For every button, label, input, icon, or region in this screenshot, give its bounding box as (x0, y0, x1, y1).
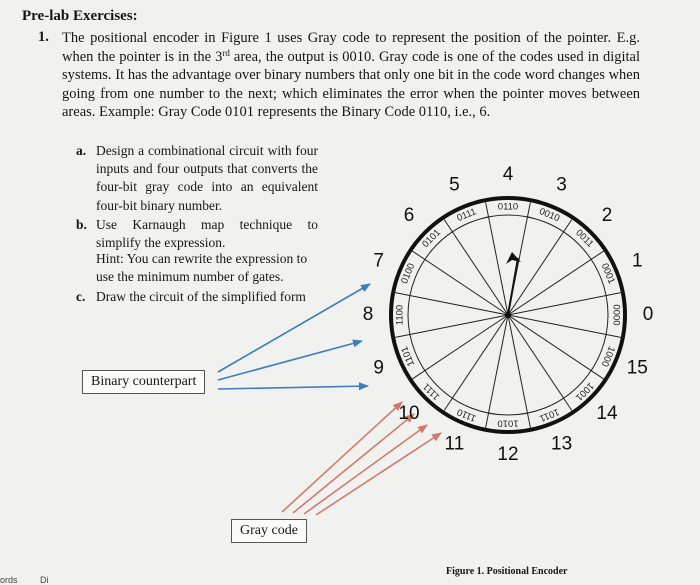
subitem-a-text: Design a combinational circuit with four inputs and four outputs that converts the four-bit gray code into an equivalent four-bit binary number. (96, 143, 318, 213)
position-number-label: 11 (444, 433, 465, 455)
subitem-c-letter: c. (76, 289, 86, 304)
red-arrow-3 (304, 425, 427, 514)
blue-arrow-3 (218, 386, 368, 389)
gray-code-label: Gray code (231, 519, 307, 543)
figure-caption: Figure 1. Positional Encoder (446, 566, 568, 577)
position-number-label: 2 (601, 205, 613, 227)
position-number-label: 5 (449, 174, 460, 196)
segment-code-label: 0101 (420, 227, 443, 250)
position-number-label: 14 (596, 403, 618, 425)
subitem-a-letter: a. (76, 143, 87, 158)
question-text-part2: area, the output is 0010. Gray code is one of the codes used in digital systems. It has the advantage over binary numbers that only one bit in the code word changes when going from one number to the next; which eliminates the error when the pointer moves between areas. Example: Gray Code 0101 represents the Binary Code 0110, i.e., 6. (62, 48, 640, 120)
blue-arrow-2 (218, 341, 362, 380)
bottom-fragment-1: ords (0, 575, 18, 585)
wheel-hub (505, 312, 511, 318)
segment-code-label: 0110 (497, 201, 519, 213)
segment-code-label: 1000 (598, 344, 617, 369)
segment-code-label: 1010 (497, 417, 519, 429)
red-arrow-4 (316, 433, 441, 515)
binary-counterpart-label: Binary counterpart (82, 370, 205, 394)
segment-code-label: 1001 (573, 380, 596, 403)
segment-code-label: 0111 (455, 206, 478, 225)
position-number-label: 12 (497, 444, 519, 466)
position-number-label: 13 (551, 433, 573, 455)
segment-code-label: 1111 (420, 380, 443, 403)
pointer-shaft (508, 258, 518, 315)
bottom-edge-fragments (0, 575, 120, 583)
position-number-label: 6 (403, 205, 415, 227)
segment-code-label: 0000 (610, 304, 622, 326)
subitem-b-letter: b. (76, 217, 87, 232)
segment-code-label: 1011 (537, 405, 561, 424)
segment-code-label: 0011 (573, 227, 596, 250)
binary-output-arrows (218, 284, 370, 389)
question-text-part1: The positional encoder in Figure 1 uses Gray code to represent the position of the pointer. E.g. when the pointer is in the 3 (62, 30, 640, 65)
position-number-label: 8 (362, 304, 374, 326)
position-number-label: 3 (556, 174, 567, 196)
subitem-c-text: Draw the circuit of the simplified form (96, 289, 306, 304)
position-number-label: 4 (502, 164, 514, 186)
segment-code-label: 0100 (399, 261, 418, 286)
bottom-fragment-2: Di (40, 575, 49, 585)
segment-code-label: 0010 (537, 206, 562, 225)
position-number-label: 1 (632, 250, 643, 272)
position-number-label: 0 (642, 304, 654, 326)
encoder-wheel (363, 164, 654, 465)
position-number-label: 15 (626, 357, 648, 379)
subitem-b-hint: Hint: You can rewrite the expression to use the minimum number of gates. (96, 251, 308, 285)
position-number-label: 9 (373, 357, 384, 379)
page-heading: Pre-lab Exercises: (22, 8, 138, 24)
position-number-label: 10 (398, 403, 420, 425)
subitem-b-text: Use Karnaugh map technique to simplify the expression. (96, 217, 318, 251)
segment-code-label: 0001 (598, 261, 617, 286)
segment-code-label: 1110 (455, 405, 478, 424)
position-number-label: 7 (373, 250, 384, 272)
ordinal-suffix: rd (222, 47, 230, 58)
segment-code-label: 1100 (394, 304, 406, 326)
question-number: 1. (38, 29, 49, 45)
segment-code-label: 1101 (399, 344, 418, 368)
